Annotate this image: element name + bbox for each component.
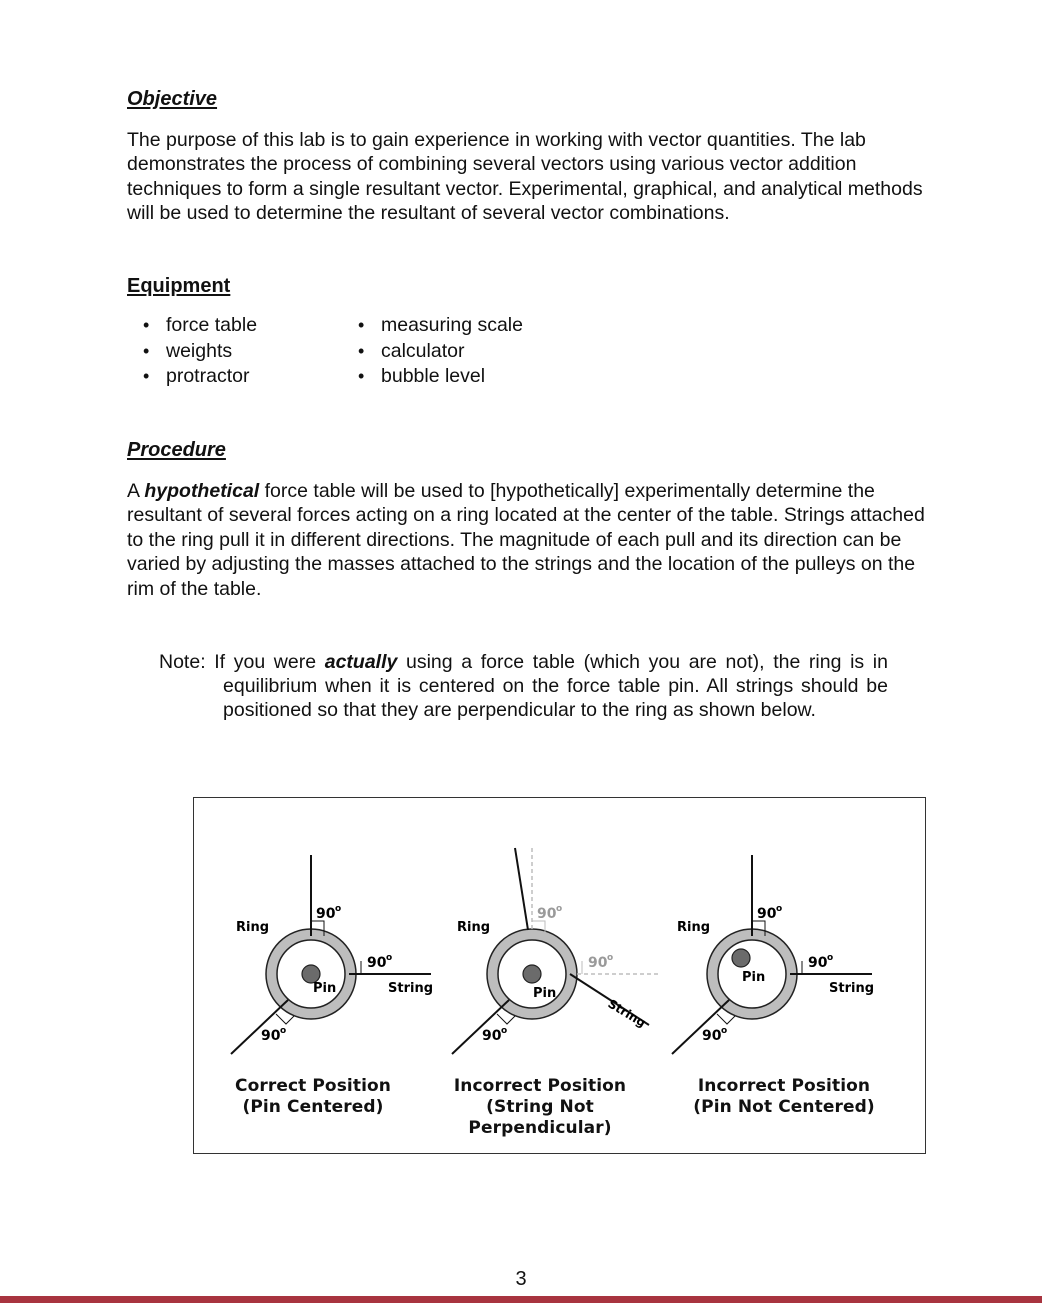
angle-label: 90 xyxy=(702,1028,722,1044)
equipment-heading: Equipment xyxy=(127,275,231,297)
angle-degree: o xyxy=(556,904,563,914)
list-item: • bubble level xyxy=(356,364,523,390)
angle-degree: o xyxy=(280,1026,287,1036)
angle-label: 90 xyxy=(316,906,336,922)
pin-label: Pin xyxy=(313,981,337,996)
right-angle-mark xyxy=(497,1014,515,1024)
angle-degree: o xyxy=(721,1026,728,1036)
ring-label: Ring xyxy=(236,920,270,935)
string-up-tilted xyxy=(515,848,528,930)
angle-label: 90 xyxy=(537,906,557,922)
objective-paragraph: The purpose of this lab is to gain experience in working with vector quantities. The lab demonstrates the process of combining several vectors using various vector addition techniques to form a single resultant vector. Experimental, graphical, and analytical methods will be used to determine the resultant of several vector combinations. xyxy=(127,129,923,225)
caption-line: Incorrect Position xyxy=(697,1076,871,1096)
angle-degree: o xyxy=(386,953,393,963)
pin-label: Pin xyxy=(742,970,766,985)
objective-heading: Objective xyxy=(127,88,218,110)
angle-label: 90 xyxy=(808,955,828,971)
procedure-heading: Procedure xyxy=(127,439,226,461)
ring-label: Ring xyxy=(457,920,491,935)
diagram-correct xyxy=(231,855,433,1054)
caption-line: Correct Position xyxy=(235,1076,391,1096)
caption-not-perpendicular xyxy=(420,1076,660,1139)
angle-label: 90 xyxy=(588,955,608,971)
page-number: 3 xyxy=(515,1268,527,1290)
footer-rule xyxy=(0,1296,1042,1303)
angle-label: 90 xyxy=(261,1028,281,1044)
caption-line: (String Not Perpendicular) xyxy=(468,1097,612,1138)
string-label: String xyxy=(388,981,434,996)
note-rest: using a force table (which you are not), the ring is in equilibrium when it is centered on the force table pin. All strings should be positioned so that they are perpendicular to the ring as shown below. xyxy=(223,651,888,722)
caption-line: (Pin Not Centered) xyxy=(693,1097,875,1117)
pin-label: Pin xyxy=(533,986,557,1001)
list-item: • calculator xyxy=(356,339,523,365)
note-prefix: Note: If you were xyxy=(159,651,325,673)
list-item: • measuring scale xyxy=(356,313,523,339)
procedure-text-prefix: A xyxy=(127,480,145,502)
string-label: String xyxy=(605,996,649,1030)
angle-degree: o xyxy=(607,953,614,963)
angle-label: 90 xyxy=(482,1028,502,1044)
angle-label: 90 xyxy=(757,906,777,922)
ring-label: Ring xyxy=(677,920,711,935)
list-item: • protractor xyxy=(141,364,257,390)
pin-dot xyxy=(523,965,541,983)
note-emph: actually xyxy=(324,651,398,673)
caption-pin-not-centered xyxy=(692,1076,876,1118)
caption-correct xyxy=(223,1076,403,1118)
procedure-text-emph: hypothetical xyxy=(144,480,260,502)
angle-degree: o xyxy=(827,953,834,963)
right-angle-mark xyxy=(717,1014,735,1024)
string-label: String xyxy=(829,981,875,996)
caption-line: Incorrect Position xyxy=(453,1076,627,1096)
angle-degree: o xyxy=(776,904,783,914)
caption-line: (Pin Centered) xyxy=(242,1097,384,1117)
angle-label: 90 xyxy=(367,955,387,971)
list-item: • weights xyxy=(141,339,257,365)
diagram-not-perpendicular xyxy=(452,848,658,1054)
right-angle-mark xyxy=(276,1014,294,1024)
procedure-text-rest: force table will be used to [hypothetically] experimentally determine the resultant of several forces acting on a ring located at the center of the table. Strings attached to the ring pull it in different directions. The magnitude of each pull and its direction can be varied by adjusting the masses attached to the strings and the location of the pulleys on the rim of the table. xyxy=(127,480,925,600)
angle-degree: o xyxy=(335,904,342,914)
angle-degree: o xyxy=(501,1026,508,1036)
diagram-pin-not-centered xyxy=(672,855,874,1054)
pin-dot xyxy=(732,949,750,967)
list-item: • force table xyxy=(141,313,257,339)
